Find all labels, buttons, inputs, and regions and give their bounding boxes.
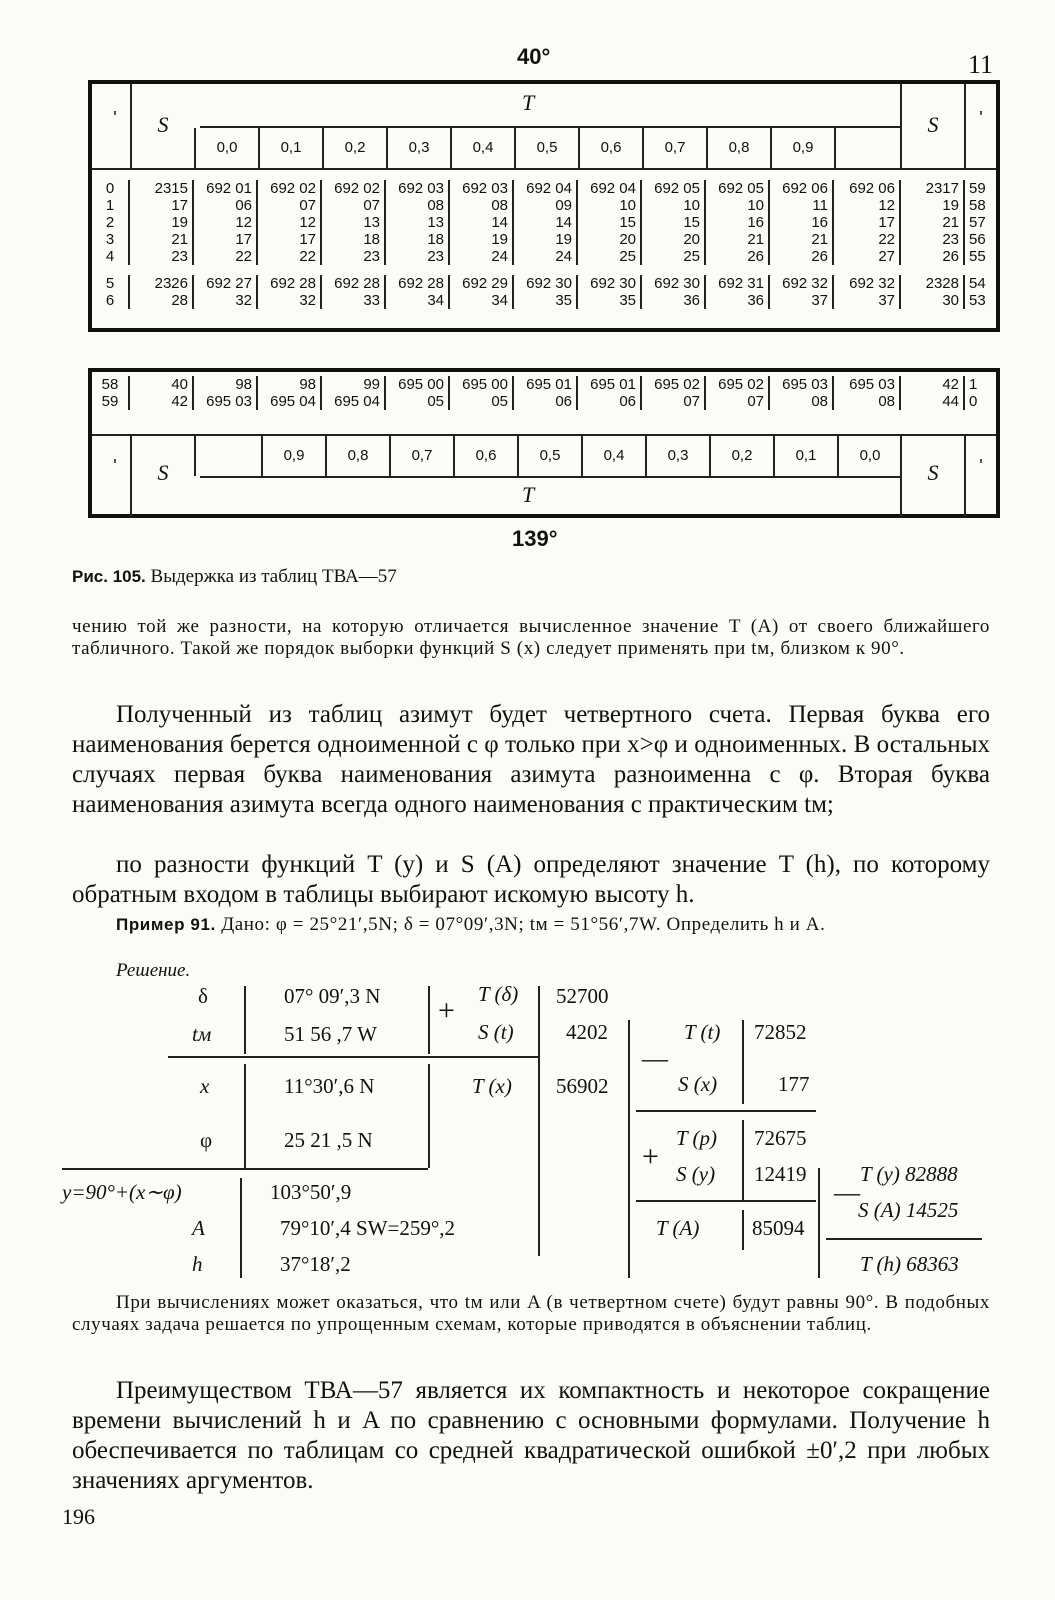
tenths-label: 0,9 — [770, 128, 834, 168]
sol-Tt-value: 72852 — [754, 1020, 807, 1044]
sol-Sx-label: S (x) — [678, 1072, 718, 1096]
table-cell: 15 — [577, 214, 641, 231]
table-cell: 695 04 — [257, 393, 321, 410]
table-cell: 08 — [833, 393, 900, 410]
table-cell: 24 — [449, 248, 513, 265]
table-cell: 692 28 — [321, 275, 385, 292]
table-cell: 692 28 — [385, 275, 449, 292]
table-cell: 08 — [769, 393, 833, 410]
tenths-label: 0,6 — [453, 436, 517, 476]
table-cell: 692 30 — [577, 275, 641, 292]
tenths-label: 0,3 — [386, 128, 450, 168]
sol-delta-label: δ — [198, 984, 208, 1008]
table-row — [92, 393, 995, 410]
table-cell: 695 00 — [449, 376, 513, 393]
bottom-table-frame — [88, 368, 1000, 518]
table-cell: 56 — [964, 231, 995, 248]
table-cell: 26 — [769, 248, 833, 265]
table-block — [92, 180, 995, 265]
top-table-header — [92, 84, 996, 170]
table-cell: 35 — [513, 292, 577, 309]
table-cell: 695 01 — [577, 376, 641, 393]
paragraph-5: Преимуществом ТВА—57 является их компактность и некоторое сокращение времени вычислений h и A по сравнению с основными формулами. Получение h обеспечивается по таблицам со средней квадратической ошибкой ±0′,2 при любых значениях аргументов. — [72, 1377, 990, 1494]
table-cell: 36 — [705, 292, 769, 309]
table-cell: 692 27 — [193, 275, 257, 292]
sol-A-value: 79°10′,4 SW=259°,2 — [280, 1216, 455, 1240]
table-cell: 05 — [449, 393, 513, 410]
tenths-label: 0,4 — [581, 436, 645, 476]
footer-s-right: S — [900, 436, 964, 516]
table-cell: 58 — [101, 376, 119, 393]
table-cell: 37 — [833, 292, 900, 309]
table-cell: 20 — [577, 231, 641, 248]
table-cell: 22 — [833, 231, 900, 248]
table-cell: 06 — [193, 197, 257, 214]
table-cell: 695 02 — [641, 376, 705, 393]
sol-Tp-value: 72675 — [754, 1126, 807, 1150]
table-cell: 12 — [833, 197, 900, 214]
table-cell: 10 — [641, 197, 705, 214]
tenths-label: 0,3 — [645, 436, 709, 476]
sol-Tx-label: T (x) — [472, 1074, 512, 1098]
tenths-label: 0,0 — [837, 436, 901, 476]
table-cell: 692 32 — [833, 275, 900, 292]
table-cell: 692 06 — [833, 180, 900, 197]
table-cell: 1 — [964, 376, 995, 393]
header-minutes-right: ' — [964, 84, 996, 168]
tenths-label: 0,7 — [389, 436, 453, 476]
table-cell: 99 — [321, 376, 385, 393]
table-cell: 34 — [449, 292, 513, 309]
paragraph-4: При вычислениях может оказаться, что tм или A (в четвертном счете) будут равны 90°. В подобных случаях задача решается по упрощенным схемам, которые приводятся в объяснении таблиц. — [72, 1292, 990, 1335]
table-cell: 2317 — [900, 180, 964, 197]
sol-Td-value: 52700 — [556, 984, 609, 1008]
table-cell: 40 — [129, 376, 193, 393]
table-cell: 32 — [257, 292, 321, 309]
sol-delta-value: 07° 09′,3 N — [284, 984, 381, 1008]
table-cell: 15 — [641, 214, 705, 231]
table-row — [92, 197, 995, 214]
table-cell: 08 — [385, 197, 449, 214]
table-cell: 14 — [513, 214, 577, 231]
table-cell: 695 03 — [193, 393, 257, 410]
sol-St-label: S (t) — [478, 1020, 514, 1044]
sol-Ty-label: T (y) 82888 — [860, 1162, 958, 1186]
caption-prefix: Рис. 105. — [72, 567, 146, 586]
bottom-table-header — [92, 434, 996, 516]
table-cell: 26 — [705, 248, 769, 265]
example-label: Пример 91. — [116, 915, 216, 934]
table-cell: 2 — [105, 214, 115, 231]
table-cell: 21 — [129, 231, 193, 248]
table-cell: 06 — [513, 393, 577, 410]
table-cell: 07 — [641, 393, 705, 410]
sol-y-label: y=90°+(x∼φ) — [62, 1180, 182, 1204]
tenths-empty-cell — [194, 436, 261, 476]
table-cell: 98 — [193, 376, 257, 393]
sol-minus-1: — — [642, 1044, 668, 1073]
table-cell: 18 — [321, 231, 385, 248]
table-cell: 44 — [900, 393, 964, 410]
table-cell: 07 — [321, 197, 385, 214]
table-cell: 28 — [129, 292, 193, 309]
sol-Sy-label: S (y) — [676, 1162, 716, 1186]
tenths-label: 0,9 — [261, 436, 325, 476]
tenths-label: 0,7 — [642, 128, 706, 168]
table-cell: 23 — [321, 248, 385, 265]
sol-phi-label: φ — [200, 1128, 213, 1152]
table-cell: 26 — [900, 248, 964, 265]
table-cell: 5 — [105, 275, 115, 292]
caption-text: Выдержка из таблиц ТВА—57 — [150, 566, 397, 587]
table-row — [92, 248, 995, 265]
table-cell: 16 — [769, 214, 833, 231]
table-cell: 3 — [105, 231, 115, 248]
figure-caption — [72, 566, 397, 588]
table-cell: 16 — [705, 214, 769, 231]
sol-phi-value: 25 21 ,5 N — [284, 1128, 373, 1152]
table-cell: 692 04 — [577, 180, 641, 197]
page-number: 196 — [62, 1504, 95, 1529]
table-block — [92, 376, 995, 410]
tenths-label: 0,2 — [322, 128, 386, 168]
sol-x-value: 11°30′,6 N — [284, 1074, 375, 1098]
footer-minutes: ' — [113, 456, 117, 476]
table-cell: 695 03 — [769, 376, 833, 393]
example-91 — [72, 914, 990, 936]
table-cell: 37 — [769, 292, 833, 309]
tenths-label: 0,5 — [517, 436, 581, 476]
sol-TA-value: 85094 — [752, 1216, 805, 1240]
table-cell: 35 — [577, 292, 641, 309]
header-s-left: S — [130, 84, 194, 168]
table-cell: 19 — [513, 231, 577, 248]
table-cell: 20 — [641, 231, 705, 248]
table-cell: 695 00 — [385, 376, 449, 393]
table-cell: 17 — [257, 231, 321, 248]
sol-tm-value: 51 56 ,7 W — [284, 1022, 377, 1046]
table-cell: 10 — [705, 197, 769, 214]
table-row — [92, 180, 995, 197]
table-cell: 12 — [257, 214, 321, 231]
table-cell: 692 32 — [769, 275, 833, 292]
tenths-label: 0,8 — [706, 128, 770, 168]
table-row — [92, 275, 995, 292]
sol-Tt-label: T (t) — [684, 1020, 721, 1044]
sol-tm-label: tм — [192, 1022, 212, 1046]
table-cell: 33 — [321, 292, 385, 309]
sol-Tx-value: 56902 — [556, 1074, 609, 1098]
table-cell: 59 — [964, 180, 995, 197]
paragraph-1: чению той же разности, на которую отличается вычисленное значение T (A) от своего ближайшего табличного. Такой же порядок выборки функций S (x) следует применять при tм, близком к 90°. — [72, 616, 990, 659]
paragraph-2: Полученный из таблиц азимут будет четвертного счета. Первая буква его наименования берется одноименной с φ только при x>φ и одноименных. В остальных случаях первая буква наименования азимута разноименна с φ. Вторая буква наименования азимута всегда одного наименования с практическим tм; — [72, 701, 990, 818]
sol-Th-label: T (h) 68363 — [860, 1252, 959, 1276]
tenths-label: 0,2 — [709, 436, 773, 476]
sol-Sy-value: 12419 — [754, 1162, 807, 1186]
table-cell: 22 — [257, 248, 321, 265]
table-cell: 692 04 — [513, 180, 577, 197]
table-cell: 13 — [385, 214, 449, 231]
table-cell: 692 31 — [705, 275, 769, 292]
sol-Tp-label: T (p) — [676, 1126, 718, 1150]
sol-x-label: x — [200, 1074, 210, 1098]
table-cell: 695 02 — [705, 376, 769, 393]
sol-A-label: A — [192, 1216, 205, 1240]
table-cell: 692 01 — [193, 180, 257, 197]
table-cell: 11 — [769, 197, 833, 214]
table-cell: 98 — [257, 376, 321, 393]
table-cell: 34 — [385, 292, 449, 309]
table-cell: 25 — [577, 248, 641, 265]
sol-minus-2: — — [834, 1178, 860, 1207]
header-t: T — [522, 90, 535, 115]
table-cell: 59 — [101, 393, 119, 410]
table-cell: 07 — [257, 197, 321, 214]
sol-TA-label: T (A) — [656, 1216, 700, 1240]
table-row — [92, 214, 995, 231]
tenths-label: 0,5 — [514, 128, 578, 168]
table-cell: 2315 — [129, 180, 193, 197]
tenths-label: 0,1 — [773, 436, 837, 476]
tenths-empty-cell — [834, 128, 901, 168]
table-cell: 07 — [705, 393, 769, 410]
table-cell: 21 — [769, 231, 833, 248]
table-cell: 0 — [105, 180, 115, 197]
table-cell: 692 03 — [449, 180, 513, 197]
table-cell: 692 30 — [641, 275, 705, 292]
table-cell: 692 03 — [385, 180, 449, 197]
table-cell: 25 — [641, 248, 705, 265]
top-table-frame — [88, 80, 1000, 332]
table-cell: 692 06 — [769, 180, 833, 197]
table-cell: 21 — [900, 214, 964, 231]
table-cell: 23 — [385, 248, 449, 265]
sol-y-value: 103°50′,9 — [270, 1180, 352, 1204]
sol-St-value: 4202 — [566, 1020, 608, 1044]
sol-h-label: h — [192, 1252, 203, 1276]
example-text: Дано: φ = 25°21′,5N; δ = 07°09′,3N; tм = 51°56′,7W. Определить h и A. — [221, 914, 826, 935]
table-cell: 17 — [833, 214, 900, 231]
table-cell: 42 — [129, 393, 193, 410]
table-cell: 21 — [705, 231, 769, 248]
table-cell: 692 02 — [321, 180, 385, 197]
table-cell: 692 29 — [449, 275, 513, 292]
block-spacer — [92, 265, 996, 275]
table-cell: 42 — [900, 376, 964, 393]
top-degree-label: 40° — [517, 44, 551, 69]
sol-Sx-value: 177 — [778, 1072, 810, 1096]
tenths-label: 0,6 — [578, 128, 642, 168]
table-cell: 54 — [964, 275, 995, 292]
table-cell: 57 — [964, 214, 995, 231]
footer-t: T — [522, 482, 535, 507]
table-cell: 695 04 — [321, 393, 385, 410]
table-cell: 10 — [577, 197, 641, 214]
header-s-right: S — [900, 84, 964, 168]
table-cell: 17 — [129, 197, 193, 214]
table-cell: 695 01 — [513, 376, 577, 393]
table-cell: 0 — [964, 393, 995, 410]
table-cell: 36 — [641, 292, 705, 309]
table-cell: 14 — [449, 214, 513, 231]
table-row — [92, 292, 995, 309]
table-cell: 18 — [385, 231, 449, 248]
table-cell: 06 — [577, 393, 641, 410]
table-cell: 08 — [449, 197, 513, 214]
table-cell: 17 — [193, 231, 257, 248]
table-cell: 692 05 — [705, 180, 769, 197]
table-cell: 30 — [900, 292, 964, 309]
table-cell: 23 — [129, 248, 193, 265]
table-row — [92, 231, 995, 248]
corner-page-number: 11 — [968, 50, 994, 79]
table-cell: 09 — [513, 197, 577, 214]
table-cell: 1 — [105, 197, 115, 214]
table-cell: 13 — [321, 214, 385, 231]
table-cell: 695 03 — [833, 376, 900, 393]
sol-h-value: 37°18′,2 — [280, 1252, 351, 1276]
table-cell: 19 — [900, 197, 964, 214]
table-cell: 05 — [385, 393, 449, 410]
table-cell: 692 02 — [257, 180, 321, 197]
footer-s-left: S — [130, 436, 194, 516]
table-cell: 22 — [193, 248, 257, 265]
sol-SA-label: S (A) 14525 — [858, 1198, 959, 1222]
footer-minutes-right: ' — [964, 436, 996, 516]
table-row — [92, 376, 995, 393]
sol-plus-2: + — [642, 1140, 659, 1173]
table-cell: 23 — [900, 231, 964, 248]
sol-Td-label: T (δ) — [478, 982, 519, 1006]
tenths-label: 0,0 — [194, 128, 258, 168]
table-cell: 692 05 — [641, 180, 705, 197]
table-block — [92, 275, 995, 309]
table-cell: 2326 — [129, 275, 193, 292]
table-cell: 27 — [833, 248, 900, 265]
table-cell: 692 28 — [257, 275, 321, 292]
bottom-degree-label: 139° — [512, 526, 558, 551]
solution-label: Решение. — [116, 960, 191, 981]
table-cell: 32 — [193, 292, 257, 309]
table-cell: 2328 — [900, 275, 964, 292]
tenths-label: 0,4 — [450, 128, 514, 168]
table-cell: 58 — [964, 197, 995, 214]
table-cell: 53 — [964, 292, 995, 309]
table-cell: 55 — [964, 248, 995, 265]
table-cell: 19 — [449, 231, 513, 248]
table-cell: 692 30 — [513, 275, 577, 292]
sol-plus-1: + — [438, 994, 455, 1027]
tenths-label: 0,1 — [258, 128, 322, 168]
table-cell: 6 — [105, 292, 115, 309]
tenths-label: 0,8 — [325, 436, 389, 476]
table-cell: 4 — [105, 248, 115, 265]
table-cell: 19 — [129, 214, 193, 231]
header-minutes: ' — [113, 108, 117, 128]
table-cell: 24 — [513, 248, 577, 265]
table-cell: 12 — [193, 214, 257, 231]
paragraph-3: по разности функций T (y) и S (A) определяют значение T (h), по которому обратным входом в таблицы выбирают искомую высоту h. — [72, 851, 990, 908]
